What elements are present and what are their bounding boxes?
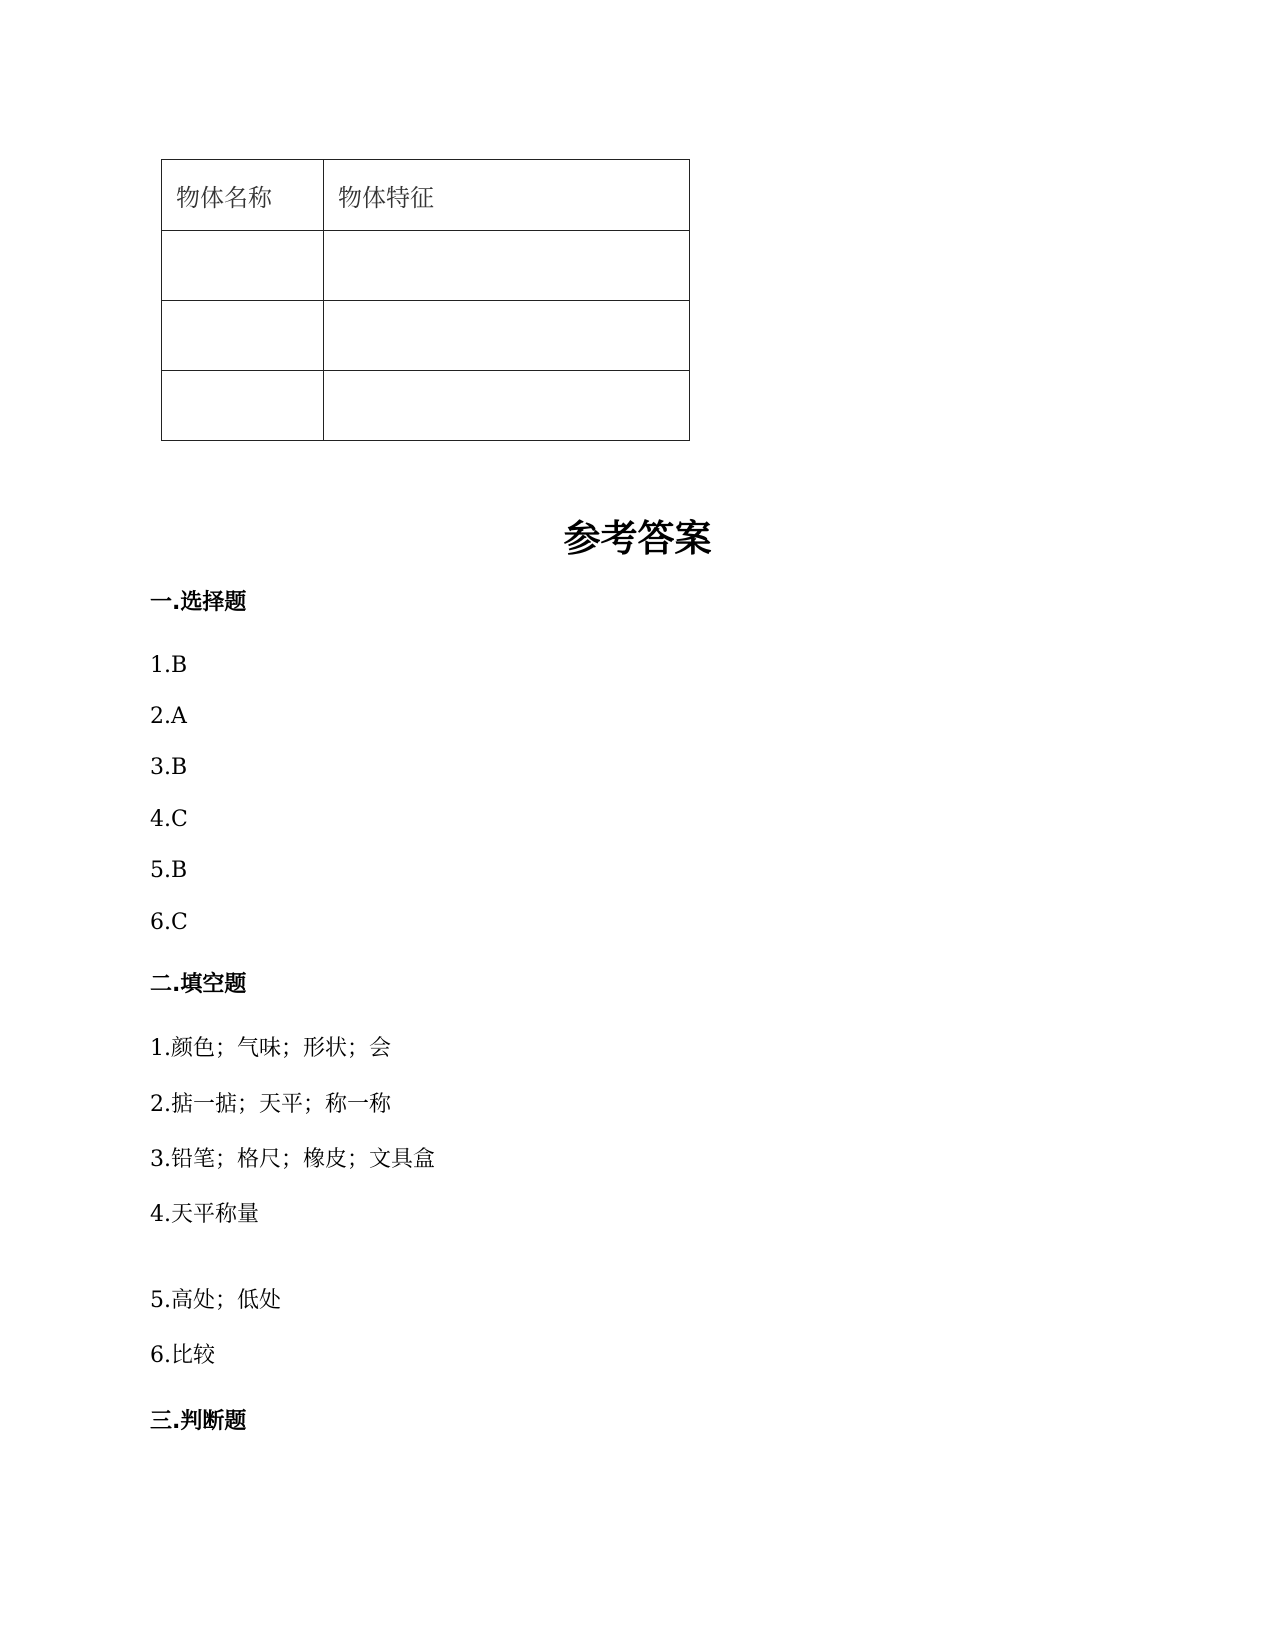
answers-title: 参考答案 (563, 517, 712, 560)
section-heading-true-false: 三.判断题 (150, 1409, 247, 1434)
table-cell[interactable] (324, 231, 690, 301)
table-cell[interactable] (324, 301, 690, 371)
table-header-object-feature: 物体特征 (324, 160, 690, 231)
answer-item: 6.C (150, 910, 188, 935)
answer-item: 1.颜色；气味；形状；会 (150, 1036, 391, 1061)
answer-item: 5.高处；低处 (150, 1288, 281, 1313)
answer-item: 3.铅笔；格尺；橡皮；文具盒 (150, 1147, 435, 1172)
table-row (162, 371, 690, 441)
table-cell[interactable] (162, 231, 324, 301)
answer-item: 5.B (150, 858, 188, 883)
answer-item: 4.天平称量 (150, 1202, 259, 1227)
table-cell[interactable] (324, 371, 690, 441)
table-header-object-name: 物体名称 (162, 160, 324, 231)
answer-item: 2.A (150, 704, 187, 729)
answer-item: 2.掂一掂；天平；称一称 (150, 1092, 391, 1117)
object-feature-table (161, 159, 690, 441)
answer-item: 1.B (150, 653, 188, 678)
answer-item: 4.C (150, 807, 188, 832)
table-cell[interactable] (162, 371, 324, 441)
table-row (162, 301, 690, 371)
answer-item: 6.比较 (150, 1343, 215, 1368)
table-cell[interactable] (162, 301, 324, 371)
answer-item: 3.B (150, 755, 188, 780)
table-row (162, 231, 690, 301)
table-header-row (162, 160, 690, 231)
section-heading-choice: 一.选择题 (150, 590, 247, 615)
section-heading-fill-blank: 二.填空题 (150, 972, 247, 997)
